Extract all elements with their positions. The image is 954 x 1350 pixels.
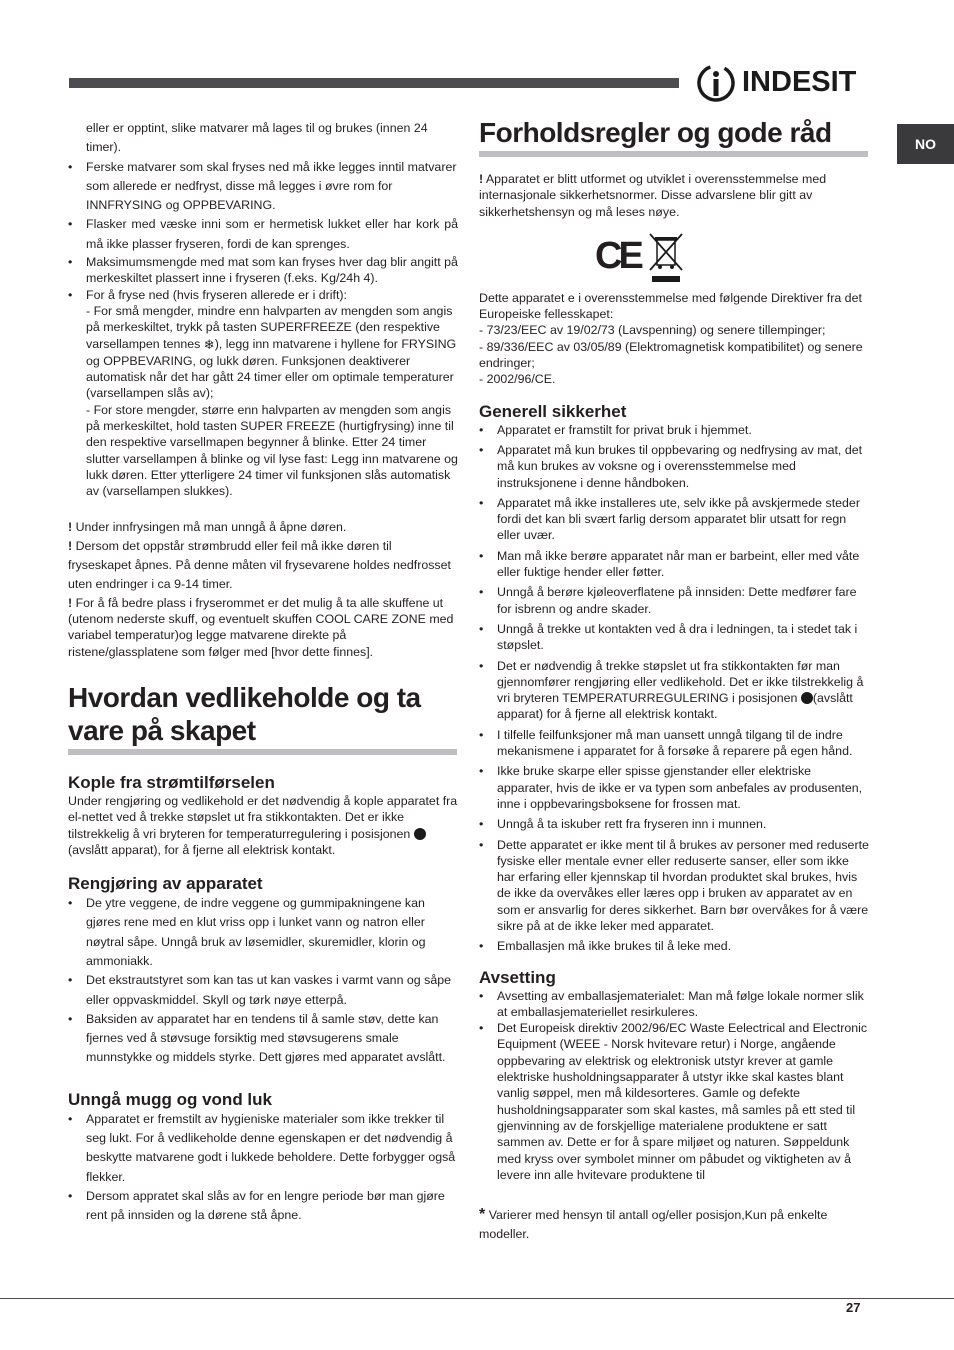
unplug-text-b: (avslått apparat) for å fjerne all elektrisk kontakt.: [497, 691, 853, 722]
unplug-text-b: (avslått apparat), for å fjerne all elektrisk kontakt.: [68, 842, 336, 857]
directive-line: - 73/23/EEC av 19/02/73 (Lavspenning) og senere tillempinger;: [479, 323, 826, 338]
left-column: [68, 120, 458, 1226]
list-item: • I tilfelle feilfunksjoner må man uansett unngå tilgang til de indre mekanismene i apparatet for å forsøke å reparere på egen hånd.: [479, 727, 869, 760]
unplug-title: Kople fra strømtilførselen: [68, 772, 275, 792]
maintenance-title: Hvordan vedlikeholde og ta vare på skapet: [68, 681, 421, 746]
freezing-list: [68, 158, 458, 500]
precautions-intro: [479, 171, 869, 220]
disposal-list: [479, 988, 869, 1184]
warning-text: Dersom det oppstår strømbrudd eller feil må ikke døren til fryseskapet åpnes. På denne måten vil frysevarene holdes nedfrosset uten endringer i ca 9-14 timer.: [68, 538, 451, 592]
weee-bin-icon: [648, 232, 684, 284]
footnote: [479, 1205, 869, 1245]
precautions-title: Forholdsregler og gode råd: [479, 117, 832, 148]
intro-text: Apparatet er blitt utformet og utviklet i overensstemmelse med internasjonale sikkerhetsnormer. Disse advarslene blir gitt av sikkerhetshensyn og må leses nøye.: [479, 172, 827, 219]
list-item: • Avsetting av emballasjematerialet: Man må følge lokale normer slik at emballasjemateriellet resirkuleres.: [479, 988, 869, 1021]
precautions-heading-block: [479, 116, 868, 157]
freeze-small-text: - For små mengder, mindre enn halvparten av mengden som angis på merkeskiltet, trykk på tasten SUPERFREEZE (den respektive varsellampen tennes: [86, 303, 453, 351]
list-item: • Man må ikke berøre apparatet når man er barbeint, eller med våte eller fuktige hender eller føtter.: [479, 548, 869, 581]
warning-mark: !: [479, 172, 484, 186]
off-position-icon: [801, 692, 813, 704]
list-item: • Baksiden av apparatet har en tendens til å samle støv, dette kan fjernes ved å støvsuge forsiktig med støvsugerens smale munnstykke og middels styrke. Dett gjøres med apparatet avslått.: [68, 1010, 458, 1068]
right-column: [479, 116, 869, 1245]
maintenance-heading-block: [68, 681, 457, 755]
list-item: [68, 287, 458, 500]
list-item: • Unngå å ta iskuber rett fra fryseren inn i munnen.: [479, 816, 869, 832]
list-item: • Apparatet må ikke installeres ute, selv ikke på avskjermede steder fordi det kan bli svært farlig dersom apparatet blir utsatt for regn eller uvær.: [479, 495, 869, 544]
list-item: • Maksimumsmengde med mat som kan fryses hver dag blir angitt på merkeskiltet plassert inne i fryseren (f.eks. Kg/24h 4).: [68, 254, 458, 287]
list-item: • Dersom appratet skal slås av for en lengre periode bør man gjøre rent på innsiden og la dørene stå åpne.: [68, 1187, 458, 1226]
list-item: [479, 658, 869, 723]
indesit-i-icon: [696, 62, 736, 104]
directive-line: - 2002/96/CE.: [479, 372, 556, 387]
intro-line-1: eller er opptint, slike matvarer må lages til og brukes (innen 24: [86, 121, 428, 135]
snowflake-icon: ❄: [203, 336, 215, 352]
list-item: • Unngå å trekke ut kontakten ved å dra i ledningen, ta i stedet tak i støpslet.: [479, 621, 869, 654]
directives: [479, 290, 869, 388]
list-item: • Det Europeisk direktiv 2002/96/EC Waste Eelectrical and Electronic Equipment (WEEE - Norsk hvitevare retur) i Norge, angående oppbevaring av elektrisk og elektronisk utstyr krever at gamle elektriske husholdningsapparater å utstyr ikke skal kastes blant vanlig søppel, men må kildesorteres. Gamle og defekte husholdningsapparater som skal kastes, må samles på ett sted til gjenvinning av de forskjellige materialene produktene er satt sammen av. Dette er for å spare miljøet og naturen. Søppeldunk med kryss over symbolet minner om påbudet og viktigheten av å levere inn alle hvitevare produktene til: [479, 1020, 869, 1183]
safety-list: [479, 422, 869, 955]
list-item: • Ikke bruke skarpe eller spisse gjenstander eller elektriske apparater, hvis de ikke er va typen som anbefales av produsenten, inne i oppbevaringsboksene for frossen mat.: [479, 763, 869, 812]
page-number: 27: [846, 1300, 861, 1315]
mold-list: [68, 1110, 458, 1226]
unplug-text-a: Under rengjøring og vedlikehold er det nødvendig å kople apparatet fra el-nettet ved å trekke støpslet ut fra stikkontakten. Det er ikke tilstrekkelig å vri bryteren for temperaturregulering i posisjonen: [68, 793, 458, 841]
list-item: • Unngå å berøre kjøleoverflatene på innsiden: Dette medfører fare for isbrenn og andre skader.: [479, 584, 869, 617]
ce-weee-marks: [595, 224, 869, 284]
footer-rule: [0, 1298, 954, 1299]
language-tab: NO: [897, 124, 954, 164]
directive-line: Dette apparatet e i overensstemmelse med følgende Direktiver fra det Europeiske fellesskapet:: [479, 290, 862, 322]
indesit-logo: [696, 62, 871, 106]
freeze-small-text-2: ), legg inn matvarene i hyllene for FRYSING og OPPBEVARING, og lukk døren. Funksjonen deaktiverer automatisk når det har gått 24 timer eller om optimale temperaturer (varsellampen slås av);: [86, 336, 457, 401]
footnote-star: *: [479, 1206, 486, 1224]
warning-text: For å få bedre plass i fryserommet er det mulig å ta alle skuffene ut (utenom nederste skuff, og eventuelt skuffen COOL CARE ZONE med variabel temperatur)og legge matvarene direkte på ristene/glassplatene som følger med [hvor dette finnes].: [68, 595, 454, 659]
off-position-icon: [414, 828, 426, 840]
header-bar: [69, 78, 679, 88]
safety-title: Generell sikkerhet: [479, 401, 627, 421]
list-item-text: For å fryse ned (hvis fryseren allerede er i drift):: [86, 287, 347, 302]
warning-2: [68, 537, 458, 595]
warning-text: Under innfrysingen må man unngå å åpne døren.: [75, 519, 347, 534]
list-item: • Dette apparatet er ikke ment til å brukes av personer med reduserte fysiske eller mentale evner eller reduserte sanser, eller som ikke har erfaring eller kjennskap til hvordan produktet skal brukes, hvis de ikke da overvåkes eller læres opp i bruken av apparatet av en som er ansvarlig for deres sikkerhet. Barn bør overvåkes for å være sikre på at de ikke leker med apparatet.: [479, 837, 869, 935]
list-item: • Apparatet er fremstilt av hygieniske materialer som ikke trekker til seg lukt. For å vedlikeholde denne egenskapen er det nødvendig å beskytte matvarene godt i lukkede beholdere. Dette forbygger også flekker.: [68, 1110, 458, 1187]
brand-name: INDESIT: [742, 66, 857, 98]
footnote-text: Varierer med hensyn til antall og/eller posisjon,Kun på enkelte modeller.: [479, 1208, 828, 1242]
intro-line-2: timer).: [86, 140, 122, 155]
unplug-text: [68, 793, 458, 858]
list-item: • Apparatet må kun brukes til oppbevaring og nedfrysing av mat, det må kun brukes av voksne og i overensstemmelse med instruksjonene i denne håndboken.: [479, 442, 869, 491]
list-item: • Ferske matvarer som skal fryses ned må ikke legges inntil matvarer som allerede er nedfryst, disse må legges i øvre rom for INNFRYSING og OPPBEVARING.: [68, 158, 458, 216]
warning-mark: !: [68, 538, 73, 553]
ce-mark: CE: [595, 234, 640, 277]
warning-mark: !: [68, 519, 73, 534]
cleaning-title: Rengjøring av apparatet: [68, 874, 263, 894]
list-item: • Flasker med væske inni som er hermetisk lukket eller har kork på må ikke plasser fryseren, fordi de kan sprenges.: [68, 215, 458, 254]
disposal-title: Avsetting: [479, 967, 556, 987]
warning-1: [68, 518, 458, 537]
cleaning-list: [68, 894, 458, 1068]
warning-3: [68, 595, 458, 660]
warning-mark: !: [68, 595, 73, 610]
list-item: • Apparatet er framstilt for privat bruk i hjemmet.: [479, 422, 869, 438]
warnings: [68, 518, 458, 660]
directive-line: - 89/336/EEC av 03/05/89 (Elektromagnetisk kompatibilitet) og senere endringer;: [479, 339, 863, 371]
mold-title: Unngå mugg og vond luk: [68, 1089, 272, 1109]
list-item: • Emballasjen må ikke brukes til å leke med.: [479, 938, 869, 954]
list-item: • De ytre veggene, de indre veggene og gummipakningene kan gjøres rene med en klut vriss opp i lunket vann og natron eller nøytral såpe. Unngå bruk av løsemidler, skuremidler, klorin og ammoniakk.: [68, 894, 458, 971]
freeze-large-text: - For store mengder, større enn halvparten av mengden som angis på merkeskiltet, hold tasten SUPER FREEZE (hurtigfrysing) inne til den respektive varsellmapen begynner å blinke. Etter 24 timer slutter varsellampen å blinke og vil lyse fast: Legg inn matvarene og lukk døren. Etter ytterligere 24 timer vil funksjonen slås automatisk av (varsellampen slukkes).: [86, 402, 458, 499]
list-item: • Det ekstrautstyret som kan tas ut kan vaskes i varmt vann og såpe eller oppvaskmiddel. Skyll og tørk nøye etterpå.: [68, 971, 458, 1010]
unplug-text-a: Det er nødvendig å trekke støpslet ut fra stikkontakten før man gjennomfører rengjøring eller vedlikehold. Det er ikke tilstrekkelig å vri bryteren TEMPERATURREGULERING i posisjonen: [497, 658, 864, 706]
